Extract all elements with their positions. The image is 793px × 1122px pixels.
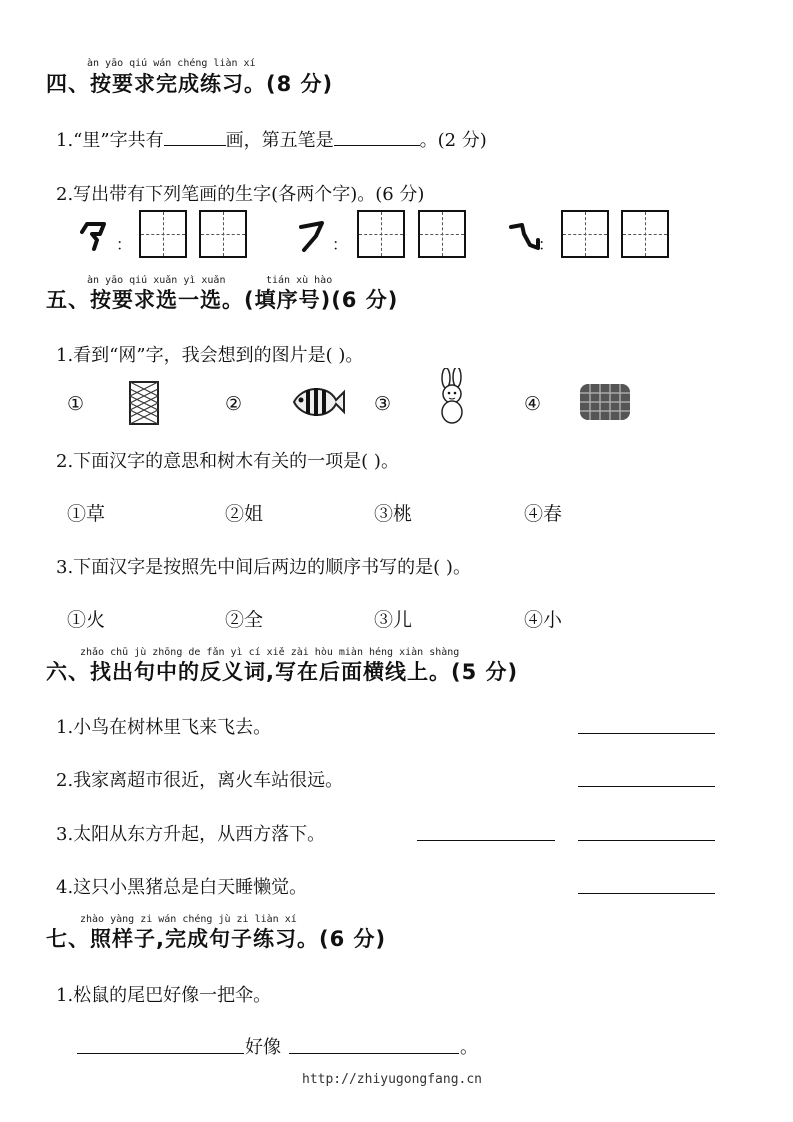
writing-grid[interactable] (621, 210, 669, 258)
stroke-heng-pie-icon (298, 218, 328, 254)
answer-line[interactable] (77, 1053, 244, 1054)
writing-grid[interactable] (418, 210, 466, 258)
s6-item-1: 1.小鸟在树林里飞来飞去。 (56, 717, 272, 738)
s4-q1-prefix: 1.“里”字共有 (56, 130, 164, 151)
s4-q1-mid: 画，第五笔是 (225, 130, 334, 151)
s5-q3-option-1[interactable]: ①火 (67, 609, 106, 631)
writing-grid[interactable] (561, 210, 609, 258)
s4-q1-blank-2[interactable] (334, 129, 420, 146)
s5-q1-option-1[interactable]: ① (67, 393, 85, 415)
s5-q3-option-4[interactable]: ④小 (524, 609, 563, 631)
s5-q3-text: 3.下面汉字是按照先中间后两边的顺序书写的是( )。 (56, 557, 471, 578)
fish-picture (290, 382, 346, 422)
s5-q1-option-3[interactable]: ③ (374, 393, 392, 415)
writing-grid[interactable] (139, 210, 187, 258)
section4-pinyin: àn yāo qiú wán chéng liàn xí (87, 58, 256, 69)
s5-q3-option-2[interactable]: ②全 (225, 609, 264, 631)
s4-q1-blank-1[interactable] (164, 129, 226, 146)
s5-q3-option-3[interactable]: ③儿 (374, 609, 413, 631)
writing-grid[interactable] (199, 210, 247, 258)
section5-pinyin-2: tián xù hào (266, 275, 333, 286)
s5-q2-option-3[interactable]: ③桃 (374, 503, 413, 525)
section4-title: 四、按要求完成练习。(8 分) (46, 72, 334, 96)
net-picture (128, 380, 160, 426)
answer-line[interactable] (578, 733, 715, 734)
footer-url[interactable]: http://zhiyugongfang.cn (302, 1072, 483, 1087)
stroke-heng-zhe-zhe-gou-icon (80, 218, 110, 252)
s6-item-4: 4.这只小黑猪总是白天睡懒觉。 (56, 877, 308, 898)
s7-q1-text: 1.松鼠的尾巴好像一把伞。 (56, 985, 272, 1006)
section7-pinyin: zhào yàng zi wán chéng jù zi liàn xí (80, 914, 297, 925)
s7-q1-end: 。 (460, 1037, 478, 1058)
s6-item-2: 2.我家离超市很近，离火车站很远。 (56, 770, 344, 791)
s5-q2-option-2[interactable]: ②姐 (225, 503, 264, 525)
s5-q1-option-2[interactable]: ② (225, 393, 243, 415)
answer-line[interactable] (289, 1053, 459, 1054)
section5-title: 五、按要求选一选。(填序号)(6 分) (46, 288, 399, 312)
s4-q2-colon-1: ： (116, 235, 133, 254)
s4-q1-suffix: 。(2 分) (419, 130, 487, 151)
s4-q2-colon-3: ： (538, 235, 555, 254)
s4-q2-colon-2: ： (332, 235, 349, 254)
section7-title: 七、照样子,完成句子练习。(6 分) (46, 927, 387, 951)
answer-line[interactable] (578, 893, 715, 894)
woven-picture (578, 382, 632, 422)
s4-q2-text: 2.写出带有下列笔画的生字(各两个字)。(6 分) (56, 184, 425, 205)
writing-grid[interactable] (357, 210, 405, 258)
s6-item-3: 3.太阳从东方升起，从西方落下。 (56, 824, 326, 845)
s5-q1-text: 1.看到“网”字，我会想到的图片是( )。 (56, 345, 364, 366)
s7-q1-mid: 好像 (245, 1037, 281, 1058)
section5-pinyin-1: àn yāo qiú xuǎn yì xuǎn (87, 275, 226, 286)
answer-line[interactable] (417, 840, 555, 841)
section6-pinyin: zhǎo chū jù zhōng de fǎn yì cí xiě zài hòu miàn héng xiàn shàng (80, 647, 460, 658)
section6-title: 六、找出句中的反义词,写在后面横线上。(5 分) (46, 660, 519, 684)
stroke-heng-xie-gou-icon (508, 220, 542, 254)
s4-q1 (56, 126, 487, 152)
s5-q2-option-1[interactable]: ①草 (67, 503, 106, 525)
s5-q2-option-4[interactable]: ④春 (524, 503, 563, 525)
s5-q2-text: 2.下面汉字的意思和树木有关的一项是( )。 (56, 451, 399, 472)
answer-line[interactable] (578, 840, 715, 841)
s5-q1-option-4[interactable]: ④ (524, 393, 542, 415)
answer-line[interactable] (578, 786, 715, 787)
rabbit-picture (434, 368, 470, 426)
